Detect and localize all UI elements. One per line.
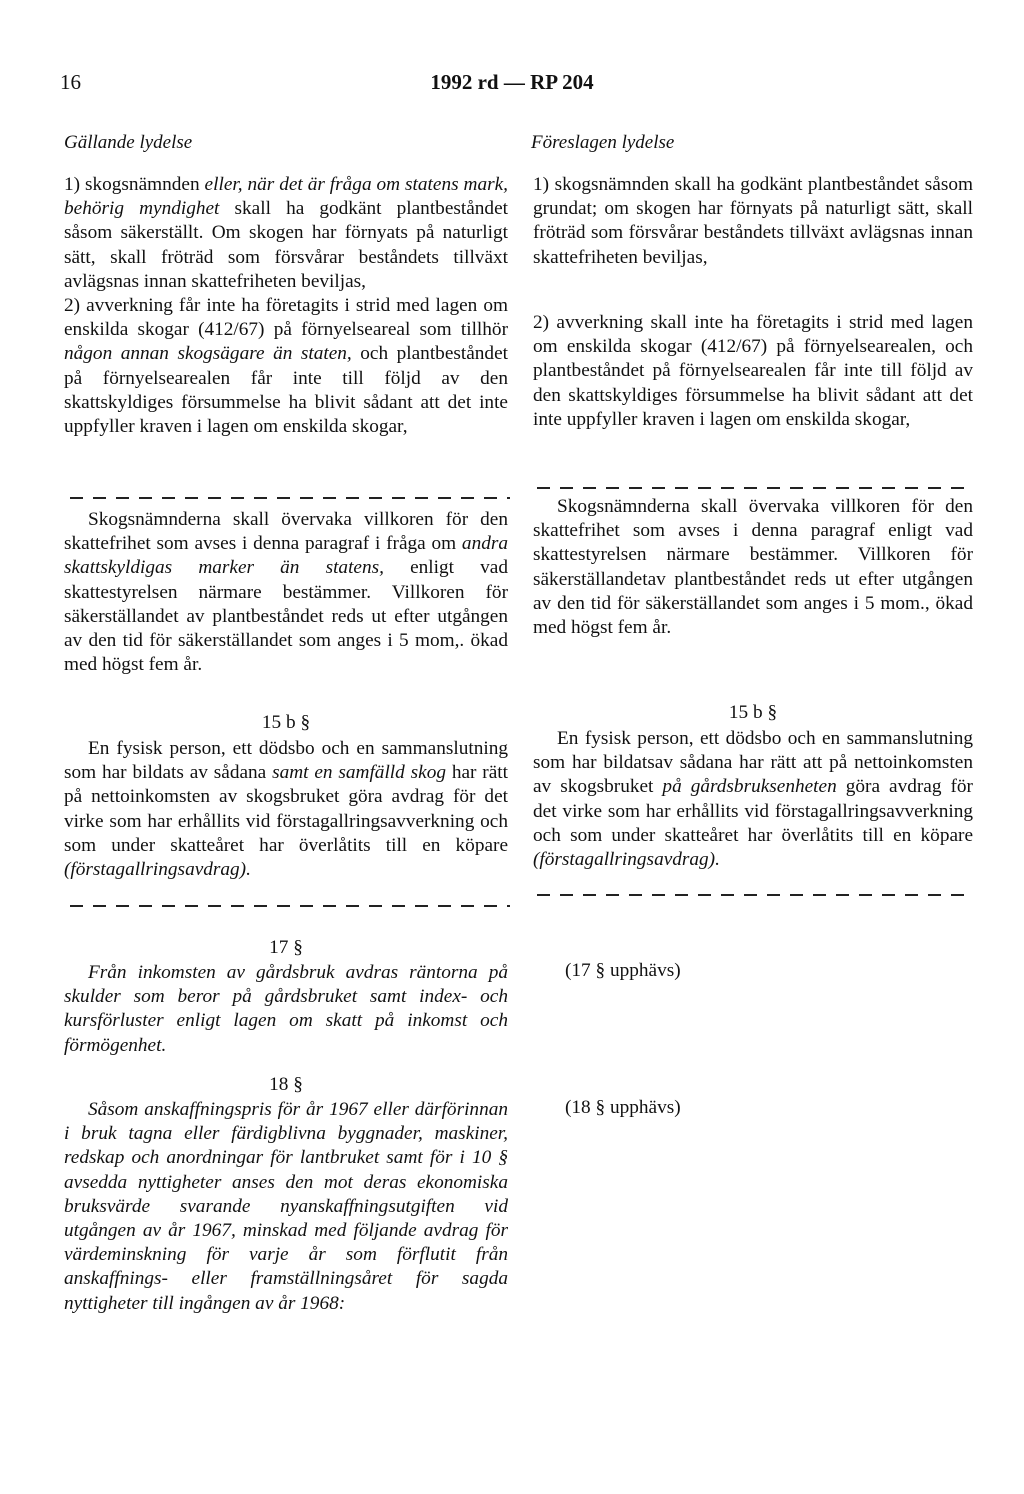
page-number: 16	[60, 70, 81, 94]
section-18-title: 18 §	[269, 1074, 303, 1095]
proposed-point-1: 1) skogsnämnden skall ha godkänt plantbeståndet såsom grundat; om skogen har förnyats på naturligt sätt, skall fröträd som försvårar beståndets tillväxt avlägsnas innan skattefriheten beviljas,	[533, 174, 973, 268]
section-17-repealed-note: (17 § upphävs)	[565, 960, 681, 981]
current-section-15b-text: En fysisk person, ett dödsbo och en sammanslutning som har bildats av sådana samt en samfälld skog har rätt på nettoinkomsten av skogsbruket göra avdrag för det virke som har erhållits vid förstagallringsavverkning och som under skatteåret har överlåtits till en köpare (förstagallringsavdrag).	[64, 738, 509, 881]
omission-dash-line	[537, 894, 973, 896]
proposed-wording-heading: Föreslagen lydelse	[531, 132, 675, 153]
section-18-current-text: Såsom anskaffningspris för år 1967 eller därförinnan i bruk tagna eller färdigblivna byggnader, maskiner, redskap och anordningar för lantbruket samt för i 10 § avsedda nyttigheter anses den mot deras ekonomiska bruksvärde svarande nyanskaffningsutgiften vid utgången av år 1967, minskad med följande avdrag för värdeminskning för varje år som förflutit från anskaffnings- eller framställningsåret för sagda nyttigheter till ingången av år 1968:	[64, 1099, 508, 1314]
running-title: 1992 rd — RP 204	[430, 70, 594, 94]
current-supervision-paragraph: Skogsnämnderna skall övervaka villkoren för den skattefrihet som avses i denna paragraf i fråga om andra skattskyldigas marker än statens, enligt vad skattestyrelsen närmare bestämmer. Villkoren för säkerställandet av plantbeståndet reds ut efter utgången av den tid för säkerställandet som anges i 5 mom,. ökad med högst fem år.	[64, 509, 508, 676]
page-header	[0, 70, 1024, 102]
omission-dash-line	[70, 497, 510, 499]
current-point-1: 1) skogsnämnden eller, när det är fråga om statens mark, behörig myndighet skall ha godkänt plantbeståndet såsom säkerställt. Om skogen har förnyats på naturligt sätt, skall fröträd som försvårar beståndets tillväxt avlägsnas innan skattefriheten beviljas,	[64, 174, 508, 292]
proposed-section-15b-text: En fysisk person, ett dödsbo och en sammanslutning som har bildatsav sådana har rätt att på nettoinkomsten av skogsbruket på gårdsbruksenheten göra avdrag för det virke som har erhållits vid förstagallringsavverkning och som under skatteåret har överlåtits till en köpare (förstagallringsavdrag).	[533, 728, 973, 871]
current-point-2: 2) avverkning får inte ha företagits i strid med lagen om enskilda skogar (412/67) på förnyelseareal som tillhör någon annan skogsägare än staten, och plantbeståndet på förnyelsearealen får inte till följd av den skattskyldiges försummelse ha blivit sådant att det inte uppfyller kraven i lagen om enskilda skogar,	[64, 295, 508, 438]
proposed-wording-column	[533, 173, 973, 270]
section-18-repealed-note: (18 § upphävs)	[565, 1097, 681, 1118]
omission-dash-line	[70, 905, 510, 907]
current-section-15b-title: 15 b §	[261, 712, 311, 733]
proposed-point-2: 2) avverkning skall inte ha företagits i strid med lagen om enskilda skogar (412/67) på förnyelsearealen, och plantbeståndet på förnyelsearealen får inte till följd av den skattskyldiges försummelse ha blivit sådant att det inte uppfyller kraven i lagen om enskilda skogar,	[533, 312, 973, 430]
section-17-current-text: Från inkomsten av gårdsbruk avdras räntorna på skulder som beror på gårdsbruket samt index- och kursförluster enligt lagen om skatt på inkomst och förmögenhet.	[64, 962, 508, 1056]
omission-dash-line	[537, 487, 973, 489]
proposed-section-15b-title: 15 b §	[728, 702, 778, 723]
proposed-point-2-block	[533, 311, 973, 432]
section-17-title: 17 §	[269, 937, 303, 958]
current-wording-heading: Gällande lydelse	[64, 132, 193, 153]
current-wording-column	[64, 173, 508, 439]
proposed-supervision-paragraph: Skogsnämnderna skall övervaka villkoren för den skattefrihet som avses i denna paragraf enligt vad skattestyrelsen närmare bestämmer. Villkoren för säkerställandetav plantbeståndet reds ut efter utgången av den tid för säkerställandet som anges i 5 mom., ökad med högst fem år.	[533, 496, 973, 639]
